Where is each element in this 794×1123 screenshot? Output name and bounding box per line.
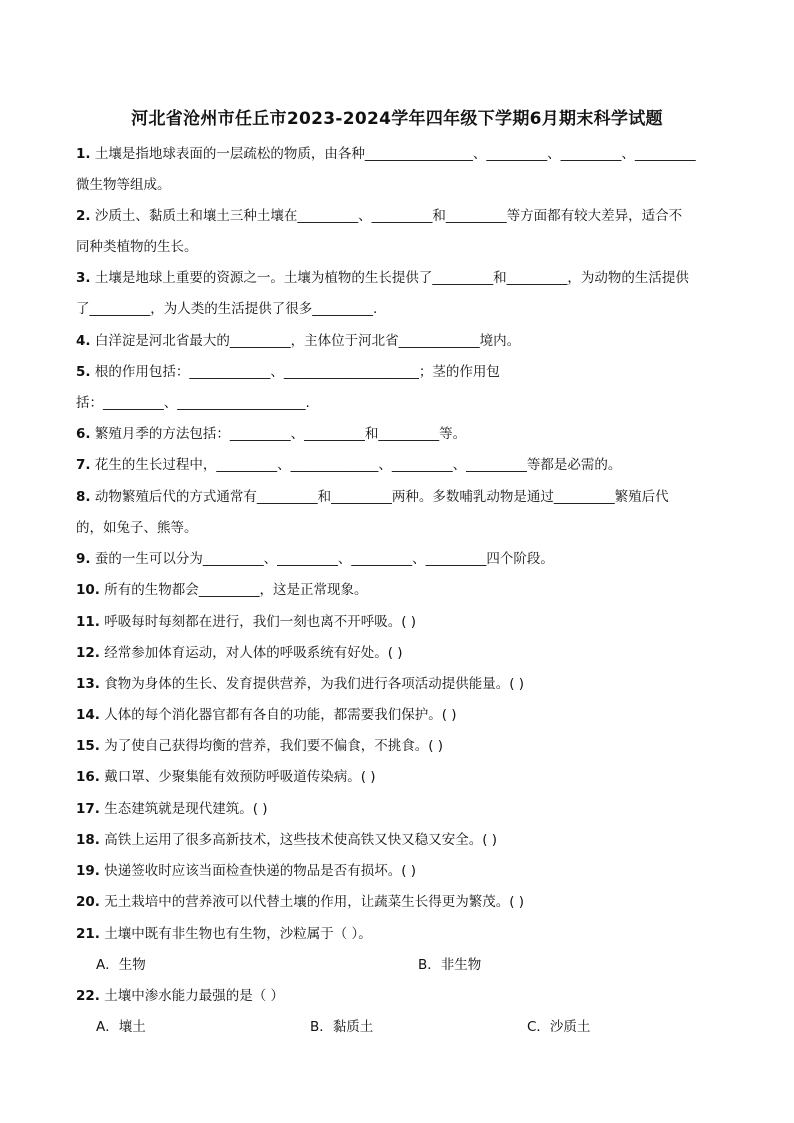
question-10-line-1 [76,580,756,600]
question-number: 16. [76,769,100,785]
question-number: 11. [76,614,100,630]
question-15-line-1 [76,736,756,756]
question-text: 的，如兔子、熊等。 [76,520,198,536]
question-text: 括：_________、___________________. [76,395,310,411]
question-number: 8. [76,489,91,505]
question-number: 15. [76,738,100,754]
question-21-line-1 [76,924,756,944]
question-number: 20. [76,894,100,910]
exam-title: 河北省沧州市任丘市2023-2024学年四年级下学期6月期末科学试题 [131,109,663,129]
question-1-line-2 [76,175,756,195]
question-text: 呼吸每时每刻都在进行，我们一刻也离不开呼吸。( ) [104,614,417,630]
question-5-line-2 [76,393,756,413]
question-text: 白洋淀是河北省最大的_________，主体位于河北省____________境内。 [94,333,521,349]
question-number: 4. [76,333,91,349]
question-number: 22. [76,988,100,1004]
question-9-line-1 [76,549,756,569]
question-text: 戴口罩、少聚集能有效预防呼吸道传染病。( ) [104,769,376,785]
question-number: 9. [76,551,91,567]
question-20-line-1 [76,892,756,912]
question-17-line-1 [76,799,756,819]
question-2-line-1 [76,206,756,226]
q21-option-b: B．非生物 [418,957,482,973]
question-text: 蚕的一生可以分为_________、_________、_________、_________四个阶段。 [94,551,554,567]
question-number: 5. [76,364,91,380]
question-3-line-1 [76,268,756,288]
question-number: 21. [76,926,100,942]
question-text: 无土栽培中的营养液可以代替土壤的作用，让蔬菜生长得更为繁茂。( ) [104,894,525,910]
question-text: 土壤中渗水能力最强的是（ ） [104,988,285,1004]
q22-option-b: B．黏质土 [310,1019,374,1035]
question-number: 3. [76,270,91,286]
question-text: 人体的每个消化器官都有各自的功能，都需要我们保护。( ) [104,707,457,723]
question-11-line-1 [76,612,756,632]
question-8-line-1 [76,487,756,507]
question-number: 6. [76,426,91,442]
question-text: 快递签收时应该当面检查快递的物品是否有损坏。( ) [104,863,417,879]
question-number: 19. [76,863,100,879]
question-text: 沙质土、黏质土和壤土三种土壤在_________、_________和_________等方面都有较大差异，适合不 [94,208,683,224]
question-text: 动物繁殖后代的方式通常有_________和_________两种。多数哺乳动物是通过_________繁殖后代 [94,489,669,505]
question-text: 根的作用包括：____________、____________________；茎的作用包 [94,364,500,380]
question-7-line-1 [76,455,756,475]
question-text: 为了使自己获得均衡的营养，我们要不偏食，不挑食。( ) [104,738,444,754]
q21-option-a: A．生物 [96,957,146,973]
question-text: 经常参加体育运动，对人体的呼吸系统有好处。( ) [104,645,403,661]
question-number: 7. [76,457,91,473]
question-19-line-1 [76,861,756,881]
question-text: 了_________，为人类的生活提供了很多_________. [76,301,378,317]
question-text: 微生物等组成。 [76,177,171,193]
question-14-line-1 [76,705,756,725]
question-number: 10. [76,582,100,598]
question-text: 土壤是地球上重要的资源之一。土壤为植物的生长提供了_________和_________，为动物的生活提供 [94,270,689,286]
question-1-line-1 [76,144,756,164]
question-number: 12. [76,645,100,661]
question-text: 土壤中既有非生物也有生物，沙粒属于（ ）。 [104,926,372,942]
question-text: 生态建筑就是现代建筑。( ) [104,801,268,817]
question-number: 17. [76,801,100,817]
question-22-line-1 [76,986,756,1006]
question-number: 14. [76,707,100,723]
question-number: 2. [76,208,91,224]
question-text: 所有的生物都会_________，这是正常现象。 [104,582,368,598]
question-number: 1. [76,146,91,162]
question-3-line-2 [76,299,756,319]
question-13-line-1 [76,674,756,694]
q22-option-c: C．沙质土 [527,1019,591,1035]
question-12-line-1 [76,643,756,663]
question-8-line-2 [76,518,756,538]
question-text: 花生的生长过程中，_________、_____________、_________、_________等都是必需的。 [94,457,622,473]
question-16-line-1 [76,767,756,787]
question-6-line-1 [76,424,756,444]
question-number: 18. [76,832,100,848]
q22-option-a: A．壤土 [96,1019,146,1035]
question-5-line-1 [76,362,756,382]
question-4-line-1 [76,331,756,351]
question-18-line-1 [76,830,756,850]
question-text: 同种类植物的生长。 [76,239,198,255]
question-text: 食物为身体的生长、发育提供营养，为我们进行各项活动提供能量。( ) [104,676,525,692]
question-number: 13. [76,676,100,692]
question-text: 高铁上运用了很多高新技术，这些技术使高铁又快又稳又安全。( ) [104,832,498,848]
question-text: 土壤是指地球表面的一层疏松的物质，由各种________________、_________、_________、_________ [94,146,696,162]
question-2-line-2 [76,237,756,257]
question-text: 繁殖月季的方法包括：_________、_________和_________等。 [94,426,467,442]
